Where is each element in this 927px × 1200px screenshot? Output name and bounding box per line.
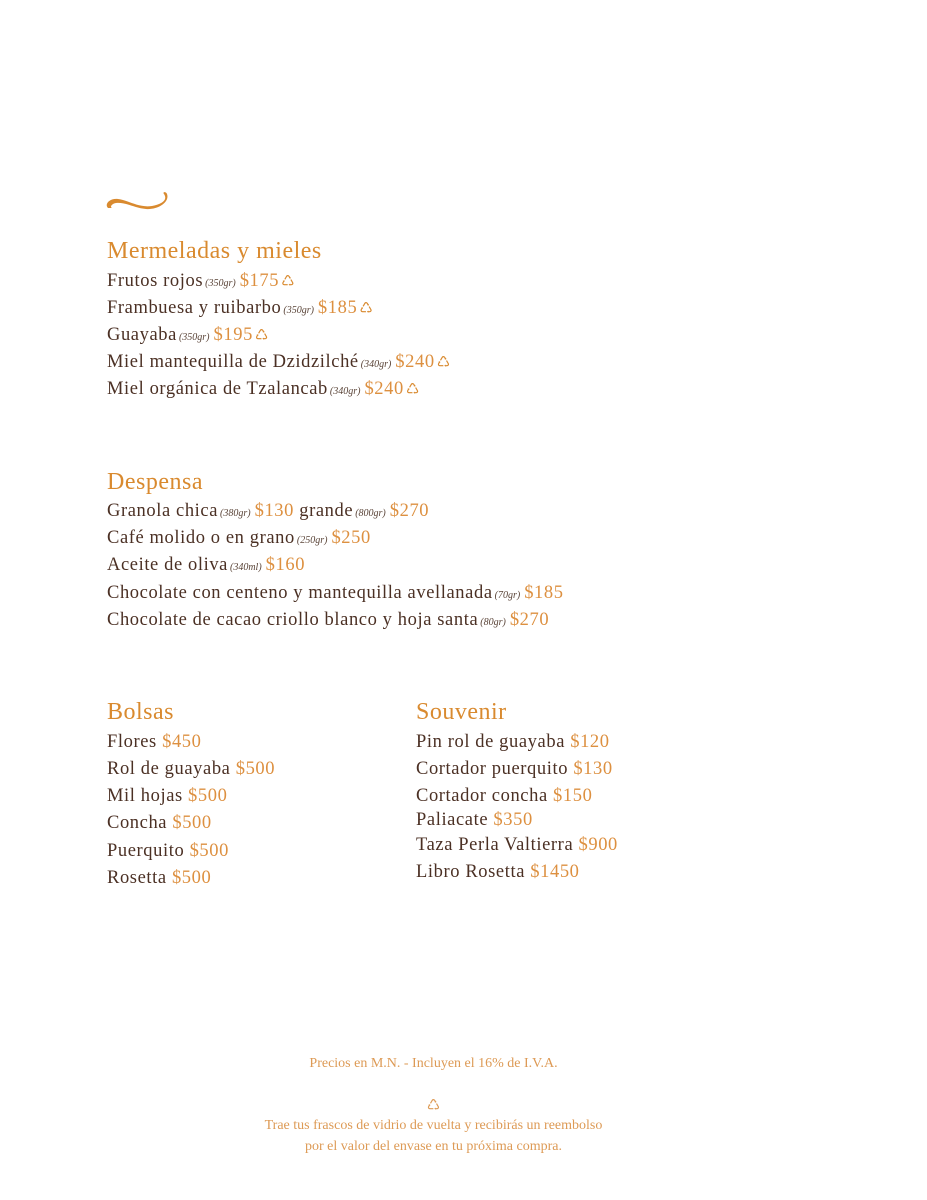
item-price: $270 — [389, 501, 430, 521]
section-title-mermeladas: Mermeladas y mieles — [107, 238, 322, 264]
menu-item — [107, 499, 429, 526]
item-name: Rol de guayaba — [107, 759, 231, 779]
item-price: $185 — [317, 298, 358, 318]
menu-item — [107, 553, 305, 580]
menu-item — [107, 323, 269, 350]
item-name: Aceite de oliva — [107, 555, 228, 575]
recycle-icon: ♺ — [254, 328, 269, 344]
item-price: $500 — [188, 786, 228, 806]
item-weight: (340gr) — [360, 359, 392, 370]
item-price: $130 — [573, 759, 613, 779]
item-price: $250 — [331, 528, 371, 548]
item-weight: (380gr) — [220, 508, 251, 519]
menu-item — [416, 784, 592, 808]
item-name: grande — [299, 501, 354, 521]
menu-item — [107, 757, 275, 781]
menu-item — [107, 581, 564, 608]
item-name: Cortador concha — [416, 786, 548, 806]
item-price: $150 — [553, 786, 593, 806]
item-name: Taza Perla Valtierra — [416, 835, 574, 855]
recycle-icon: ♺ — [436, 355, 451, 371]
menu-item — [107, 730, 202, 754]
menu-item — [416, 808, 533, 832]
item-price: $350 — [493, 810, 533, 830]
item-price: $500 — [189, 841, 229, 861]
item-price: $240 — [395, 352, 435, 372]
item-weight: (70gr) — [494, 590, 521, 601]
section-title-souvenir: Souvenir — [416, 699, 507, 725]
menu-item — [416, 833, 618, 857]
item-price: $1450 — [530, 862, 580, 882]
item-name: Frambuesa y ruibarbo — [107, 298, 282, 318]
item-price: $175 — [239, 271, 280, 291]
item-name: Cortador puerquito — [416, 759, 569, 779]
item-name: Puerquito — [107, 841, 185, 861]
item-price: $500 — [235, 759, 276, 779]
item-weight: (340gr) — [329, 386, 361, 397]
item-price: $500 — [172, 813, 212, 833]
item-name: Miel orgánica de Tzalancab — [107, 379, 328, 399]
item-name: Pin rol de guayaba — [416, 732, 565, 752]
item-name: Concha — [107, 813, 168, 833]
flourish-ornament-icon — [104, 190, 170, 212]
section-title-despensa: Despensa — [107, 469, 203, 495]
item-weight: (340ml) — [229, 562, 262, 573]
item-name: Frutos rojos — [107, 271, 204, 291]
menu-item — [107, 350, 451, 377]
item-name: Chocolate con centeno y mantequilla avellanada — [107, 583, 493, 603]
item-price: $270 — [509, 610, 550, 630]
item-name: Rosetta — [107, 868, 167, 888]
prices-note: Precios en M.N. - Incluyen el 16% de I.V.A. — [309, 1056, 558, 1071]
recycle-icon: ♺ — [405, 382, 420, 398]
recycle-icon: ♺ — [426, 1098, 441, 1114]
item-name: Miel mantequilla de Dzidzilché — [107, 352, 359, 372]
menu-item — [416, 860, 580, 884]
menu-item — [107, 784, 227, 808]
item-price: $160 — [265, 555, 306, 575]
item-name: Granola chica — [107, 501, 219, 521]
menu-item — [107, 866, 211, 890]
item-name: Café molido o en grano — [107, 528, 295, 548]
menu-item — [107, 269, 295, 296]
item-weight: (350gr) — [178, 332, 210, 343]
item-weight: (800gr) — [355, 508, 386, 519]
item-weight: (80gr) — [480, 617, 506, 628]
item-price: $185 — [524, 583, 564, 603]
menu-item — [107, 811, 212, 835]
menu-item — [107, 526, 371, 553]
item-name: Guayaba — [107, 325, 177, 345]
item-price: $240 — [364, 379, 404, 399]
item-price: $130 — [254, 501, 295, 521]
return-note-line1: Trae tus frascos de vidrio de vuelta y recibirás un reembolso — [264, 1118, 603, 1133]
recycle-icon: ♺ — [359, 301, 374, 317]
item-name: Flores — [107, 732, 157, 752]
menu-item — [107, 608, 549, 635]
item-name: Mil hojas — [107, 786, 183, 806]
item-price: $450 — [162, 732, 202, 752]
menu-item — [416, 757, 613, 781]
item-price: $900 — [578, 835, 618, 855]
item-weight: (350gr) — [205, 278, 236, 289]
item-price: $195 — [213, 325, 253, 345]
item-name: Chocolate de cacao criollo blanco y hoja santa — [107, 610, 479, 630]
menu-item — [107, 377, 420, 404]
return-note-line2: por el valor del envase en tu próxima compra. — [305, 1139, 562, 1154]
menu-item — [107, 296, 373, 323]
menu-item — [107, 839, 229, 863]
item-name: Libro Rosetta — [416, 862, 526, 882]
menu-item — [416, 730, 610, 754]
item-weight: (350gr) — [283, 305, 314, 316]
item-name: Paliacate — [416, 810, 489, 830]
recycle-icon: ♺ — [281, 274, 296, 290]
item-weight: (250gr) — [296, 535, 328, 546]
section-title-bolsas: Bolsas — [107, 699, 175, 725]
item-price: $120 — [570, 732, 610, 752]
item-price: $500 — [171, 868, 212, 888]
